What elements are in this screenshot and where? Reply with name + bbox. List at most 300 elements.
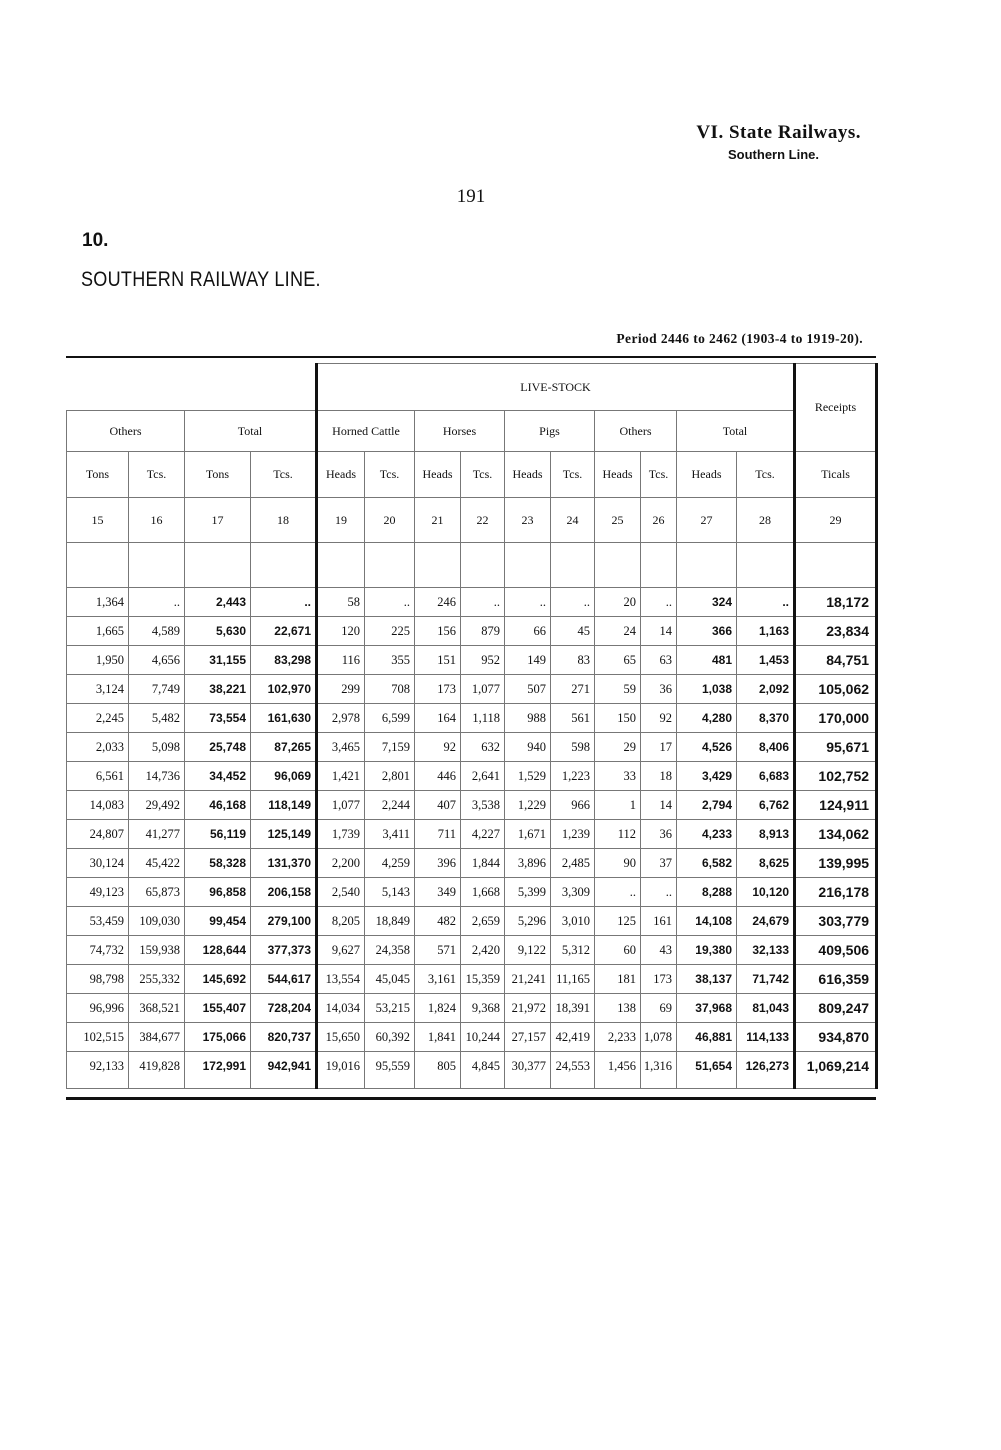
table-cell: 172,991 [185, 1052, 251, 1089]
table-cell: 1,077 [461, 675, 505, 704]
table-cell: .. [551, 588, 595, 617]
table-row [67, 588, 877, 617]
table-cell: 96,858 [185, 878, 251, 907]
table-cell: 161 [641, 907, 677, 936]
table-cell: 5,098 [129, 733, 185, 762]
table-cell: 29 [595, 733, 641, 762]
table-cell: 9,122 [505, 936, 551, 965]
section-ref-title: VI. State Railways. [696, 122, 861, 143]
table-cell: 4,589 [129, 617, 185, 646]
column-number: 29 [795, 498, 877, 543]
table-cell: .. [129, 588, 185, 617]
table-cell: 942,941 [251, 1052, 317, 1089]
table-cell: 102,752 [795, 762, 877, 791]
table-cell: .. [251, 588, 317, 617]
table-cell: 820,737 [251, 1023, 317, 1052]
table-cell: 4,526 [677, 733, 737, 762]
unit-cell: Tcs. [129, 452, 185, 498]
table-cell: 87,265 [251, 733, 317, 762]
table-cell: 2,794 [677, 791, 737, 820]
unit-cell: Heads [677, 452, 737, 498]
unit-cell: Tcs. [551, 452, 595, 498]
table-cell: 23,834 [795, 617, 877, 646]
table-cell: 940 [505, 733, 551, 762]
table-cell: 481 [677, 646, 737, 675]
table-cell: 3,896 [505, 849, 551, 878]
table-cell: 216,178 [795, 878, 877, 907]
table-cell: 13,554 [317, 965, 365, 994]
table-cell: 9,368 [461, 994, 505, 1023]
table-cell: 2,485 [551, 849, 595, 878]
table-row [67, 675, 877, 704]
table-cell: 128,644 [185, 936, 251, 965]
table-cell: 24 [595, 617, 641, 646]
table-cell: 805 [415, 1052, 461, 1089]
unit-cell: Tcs. [365, 452, 415, 498]
unit-row [67, 452, 877, 498]
table-row [67, 1052, 877, 1089]
table-cell: 49,123 [67, 878, 129, 907]
table-cell: 7,159 [365, 733, 415, 762]
column-number: 26 [641, 498, 677, 543]
table-cell: 37 [641, 849, 677, 878]
page-number: 191 [456, 186, 486, 207]
table-cell: 66 [505, 617, 551, 646]
table-cell: 1,239 [551, 820, 595, 849]
horned-cattle-header: Horned Cattle [317, 411, 415, 452]
table-cell: 5,312 [551, 936, 595, 965]
table-cell: 20 [595, 588, 641, 617]
table-cell: 10,244 [461, 1023, 505, 1052]
table-cell: 102,970 [251, 675, 317, 704]
table-cell: 45,422 [129, 849, 185, 878]
table-cell: 59 [595, 675, 641, 704]
table-cell: 18 [641, 762, 677, 791]
table-cell: .. [737, 588, 795, 617]
table-cell: 69 [641, 994, 677, 1023]
table-cell: 9,627 [317, 936, 365, 965]
table-cell: 299 [317, 675, 365, 704]
table-cell: 173 [415, 675, 461, 704]
table-cell: 21,972 [505, 994, 551, 1023]
column-number: 17 [185, 498, 251, 543]
table-cell: .. [505, 588, 551, 617]
table-cell: 38,221 [185, 675, 251, 704]
table-cell: 1,844 [461, 849, 505, 878]
table-cell: 4,845 [461, 1052, 505, 1089]
table-cell: 134,062 [795, 820, 877, 849]
table-cell: 51,654 [677, 1052, 737, 1089]
table-cell: 112 [595, 820, 641, 849]
unit-cell: Tons [185, 452, 251, 498]
table-cell: 60 [595, 936, 641, 965]
traffic-table [66, 363, 878, 1089]
column-number: 20 [365, 498, 415, 543]
table-cell: 366 [677, 617, 737, 646]
table-cell: 131,370 [251, 849, 317, 878]
table-cell: 4,233 [677, 820, 737, 849]
table-cell: 6,599 [365, 704, 415, 733]
table-cell: 58,328 [185, 849, 251, 878]
table-cell: 2,978 [317, 704, 365, 733]
table-row [67, 617, 877, 646]
table-cell: 105,062 [795, 675, 877, 704]
table-cell: 15,359 [461, 965, 505, 994]
table-cell: 3,429 [677, 762, 737, 791]
livestock-header: LIVE-STOCK [317, 364, 795, 411]
table-cell: 8,370 [737, 704, 795, 733]
livestock-others-header: Others [595, 411, 677, 452]
table-cell: 95,671 [795, 733, 877, 762]
table-cell: 1,038 [677, 675, 737, 704]
table-cell: 355 [365, 646, 415, 675]
table-cell: 102,515 [67, 1023, 129, 1052]
table-cell: .. [641, 878, 677, 907]
column-number: 22 [461, 498, 505, 543]
table-cell: 6,683 [737, 762, 795, 791]
table-row [67, 994, 877, 1023]
table-row [67, 646, 877, 675]
table-cell: 5,630 [185, 617, 251, 646]
table-cell: 15,650 [317, 1023, 365, 1052]
table-cell: 934,870 [795, 1023, 877, 1052]
table-cell: 99,454 [185, 907, 251, 936]
livestock-total-header: Total [677, 411, 795, 452]
table-cell: 482 [415, 907, 461, 936]
table-cell: 125 [595, 907, 641, 936]
table-cell: 6,762 [737, 791, 795, 820]
table-cell: 170,000 [795, 704, 877, 733]
table-cell: 5,399 [505, 878, 551, 907]
table-cell: 81,043 [737, 994, 795, 1023]
table-cell: 571 [415, 936, 461, 965]
table-cell: 37,968 [677, 994, 737, 1023]
table-cell: 1,529 [505, 762, 551, 791]
column-number: 18 [251, 498, 317, 543]
table-cell: 1,118 [461, 704, 505, 733]
table-cell: 145,692 [185, 965, 251, 994]
table-cell: 2,245 [67, 704, 129, 733]
table-cell: 1,077 [317, 791, 365, 820]
table-cell: 396 [415, 849, 461, 878]
table-cell: 83 [551, 646, 595, 675]
table-cell: 125,149 [251, 820, 317, 849]
table-cell: 4,280 [677, 704, 737, 733]
table-cell: 71,742 [737, 965, 795, 994]
table-cell: 3,010 [551, 907, 595, 936]
table-cell: 92 [415, 733, 461, 762]
table-number: 10. [82, 230, 109, 251]
table-cell: 3,538 [461, 791, 505, 820]
table-cell: 155,407 [185, 994, 251, 1023]
table-cell: 952 [461, 646, 505, 675]
period-caption: Period 2446 to 2462 (1903-4 to 1919-20). [616, 331, 863, 346]
column-number: 15 [67, 498, 129, 543]
table-cell: 84,751 [795, 646, 877, 675]
unit-cell: Tcs. [461, 452, 505, 498]
table-cell: 118,149 [251, 791, 317, 820]
table-cell: 2,244 [365, 791, 415, 820]
table-cell: 3,411 [365, 820, 415, 849]
table-cell: 120 [317, 617, 365, 646]
table-cell: 8,288 [677, 878, 737, 907]
table-cell: 164 [415, 704, 461, 733]
table-cell: 56,119 [185, 820, 251, 849]
table-cell: 92 [641, 704, 677, 733]
table-cell: 255,332 [129, 965, 185, 994]
table-row [67, 733, 877, 762]
table-cell: 11,165 [551, 965, 595, 994]
table-cell: 2,641 [461, 762, 505, 791]
table-cell: 14,108 [677, 907, 737, 936]
unit-cell: Heads [505, 452, 551, 498]
table-cell: 45 [551, 617, 595, 646]
table-cell: 561 [551, 704, 595, 733]
table-row [67, 936, 877, 965]
table-cell: 446 [415, 762, 461, 791]
table-row [67, 791, 877, 820]
table-cell: 33 [595, 762, 641, 791]
table-cell: .. [595, 878, 641, 907]
table-cell: 19,380 [677, 936, 737, 965]
table-cell: 139,995 [795, 849, 877, 878]
table-row [67, 820, 877, 849]
table-cell: 407 [415, 791, 461, 820]
table-cell: 3,465 [317, 733, 365, 762]
table-cell: 8,913 [737, 820, 795, 849]
table-cell: 271 [551, 675, 595, 704]
table-cell: 34,452 [185, 762, 251, 791]
table-cell: 5,482 [129, 704, 185, 733]
table-cell: 53,215 [365, 994, 415, 1023]
table-row [67, 878, 877, 907]
unit-cell: Heads [317, 452, 365, 498]
column-number: 23 [505, 498, 551, 543]
table-cell: 60,392 [365, 1023, 415, 1052]
table-cell: 2,092 [737, 675, 795, 704]
table-body [67, 543, 877, 1089]
column-number: 24 [551, 498, 595, 543]
table-cell: 324 [677, 588, 737, 617]
table-cell: 18,391 [551, 994, 595, 1023]
table-cell: 109,030 [129, 907, 185, 936]
unit-cell: Tcs. [641, 452, 677, 498]
table-cell: 96,996 [67, 994, 129, 1023]
page-title: SOUTHERN RAILWAY LINE. [81, 268, 321, 291]
table-cell: 46,168 [185, 791, 251, 820]
table-cell: 27,157 [505, 1023, 551, 1052]
table-cell: 3,161 [415, 965, 461, 994]
table-cell: 43 [641, 936, 677, 965]
unit-cell: Tcs. [251, 452, 317, 498]
table-cell: 4,656 [129, 646, 185, 675]
table-cell: 809,247 [795, 994, 877, 1023]
table-cell: 4,259 [365, 849, 415, 878]
table-cell: 65,873 [129, 878, 185, 907]
column-number: 28 [737, 498, 795, 543]
table-cell: 4,227 [461, 820, 505, 849]
table-cell: 30,124 [67, 849, 129, 878]
traffic-table-wrapper [66, 356, 876, 1100]
receipts-header: Receipts [795, 364, 877, 452]
table-cell: 14 [641, 791, 677, 820]
table-cell: 2,233 [595, 1023, 641, 1052]
table-cell: 1,316 [641, 1052, 677, 1089]
table-cell: 58 [317, 588, 365, 617]
table-cell: 36 [641, 820, 677, 849]
pigs-header: Pigs [505, 411, 595, 452]
table-cell: 3,309 [551, 878, 595, 907]
table-cell: 83,298 [251, 646, 317, 675]
table-cell: 616,359 [795, 965, 877, 994]
table-cell: 38,137 [677, 965, 737, 994]
table-cell: 159,938 [129, 936, 185, 965]
section-ref-subtitle: Southern Line. [728, 147, 819, 162]
top-rule [66, 356, 876, 360]
table-cell: 1,069,214 [795, 1052, 877, 1089]
table-cell: 1,453 [737, 646, 795, 675]
table-cell: 8,625 [737, 849, 795, 878]
table-cell: 29,492 [129, 791, 185, 820]
table-cell: 18,849 [365, 907, 415, 936]
section-reference [696, 122, 861, 162]
table-cell: 377,373 [251, 936, 317, 965]
table-cell: 42,419 [551, 1023, 595, 1052]
table-cell: 32,133 [737, 936, 795, 965]
table-cell: 384,677 [129, 1023, 185, 1052]
table-cell: 18,172 [795, 588, 877, 617]
table-cell: 2,200 [317, 849, 365, 878]
table-cell: 544,617 [251, 965, 317, 994]
table-cell: 116 [317, 646, 365, 675]
table-cell: 988 [505, 704, 551, 733]
unit-cell: Tcs. [737, 452, 795, 498]
table-cell: 10,120 [737, 878, 795, 907]
table-cell: 2,801 [365, 762, 415, 791]
unit-cell: Heads [415, 452, 461, 498]
column-number: 21 [415, 498, 461, 543]
table-cell: 149 [505, 646, 551, 675]
table-cell: 1,671 [505, 820, 551, 849]
table-cell: .. [461, 588, 505, 617]
table-cell: 349 [415, 878, 461, 907]
table-cell: 138 [595, 994, 641, 1023]
table-row [67, 762, 877, 791]
column-number: 25 [595, 498, 641, 543]
total-header: Total [185, 411, 317, 452]
table-cell: 73,554 [185, 704, 251, 733]
table-cell: 632 [461, 733, 505, 762]
table-cell: 368,521 [129, 994, 185, 1023]
table-cell: 708 [365, 675, 415, 704]
table-cell: .. [365, 588, 415, 617]
table-cell: 14,083 [67, 791, 129, 820]
table-cell: 7,749 [129, 675, 185, 704]
table-cell: 24,553 [551, 1052, 595, 1089]
table-cell: 2,033 [67, 733, 129, 762]
table-cell: 1,841 [415, 1023, 461, 1052]
table-cell: 74,732 [67, 936, 129, 965]
table-cell: 45,045 [365, 965, 415, 994]
column-number: 16 [129, 498, 185, 543]
table-cell: 181 [595, 965, 641, 994]
column-number-row [67, 498, 877, 543]
table-cell: 150 [595, 704, 641, 733]
table-cell: 161,630 [251, 704, 317, 733]
table-cell: 419,828 [129, 1052, 185, 1089]
table-cell: 6,582 [677, 849, 737, 878]
others-header: Others [67, 411, 185, 452]
table-cell: 114,133 [737, 1023, 795, 1052]
table-cell: 1,163 [737, 617, 795, 646]
table-cell: 90 [595, 849, 641, 878]
table-cell: 30,377 [505, 1052, 551, 1089]
table-cell: 156 [415, 617, 461, 646]
table-cell: 711 [415, 820, 461, 849]
unit-cell: Tons [67, 452, 129, 498]
unit-cell: Heads [595, 452, 641, 498]
table-row [67, 907, 877, 936]
blank-group-header [67, 364, 317, 411]
table-cell: 65 [595, 646, 641, 675]
table-cell: 879 [461, 617, 505, 646]
table-cell: 1,665 [67, 617, 129, 646]
table-cell: 5,296 [505, 907, 551, 936]
table-row [67, 704, 877, 733]
table-cell: 24,358 [365, 936, 415, 965]
table-cell: 98,798 [67, 965, 129, 994]
table-row [67, 965, 877, 994]
column-number: 27 [677, 498, 737, 543]
table-cell: 1,950 [67, 646, 129, 675]
table-cell: 19,016 [317, 1052, 365, 1089]
table-row [67, 849, 877, 878]
table-cell: 206,158 [251, 878, 317, 907]
table-cell: 8,406 [737, 733, 795, 762]
table-cell: 246 [415, 588, 461, 617]
table-cell: 22,671 [251, 617, 317, 646]
horses-header: Horses [415, 411, 505, 452]
table-cell: 303,779 [795, 907, 877, 936]
table-cell: 21,241 [505, 965, 551, 994]
table-cell: 24,807 [67, 820, 129, 849]
unit-cell: Ticals [795, 452, 877, 498]
table-cell: 1,421 [317, 762, 365, 791]
table-cell: 92,133 [67, 1052, 129, 1089]
table-cell: 5,143 [365, 878, 415, 907]
table-cell: 17 [641, 733, 677, 762]
table-cell: 507 [505, 675, 551, 704]
table-cell: 126,273 [737, 1052, 795, 1089]
table-cell: 598 [551, 733, 595, 762]
table-cell: 409,506 [795, 936, 877, 965]
table-cell: 95,559 [365, 1052, 415, 1089]
table-cell: 46,881 [677, 1023, 737, 1052]
table-cell: 173 [641, 965, 677, 994]
table-cell: 1,223 [551, 762, 595, 791]
table-cell: 96,069 [251, 762, 317, 791]
table-cell: 14 [641, 617, 677, 646]
table-cell: 14,034 [317, 994, 365, 1023]
table-cell: 966 [551, 791, 595, 820]
table-cell: 124,911 [795, 791, 877, 820]
table-cell: 279,100 [251, 907, 317, 936]
table-cell: 31,155 [185, 646, 251, 675]
table-cell: 41,277 [129, 820, 185, 849]
table-cell: 1,824 [415, 994, 461, 1023]
table-cell: 3,124 [67, 675, 129, 704]
table-cell: 2,659 [461, 907, 505, 936]
